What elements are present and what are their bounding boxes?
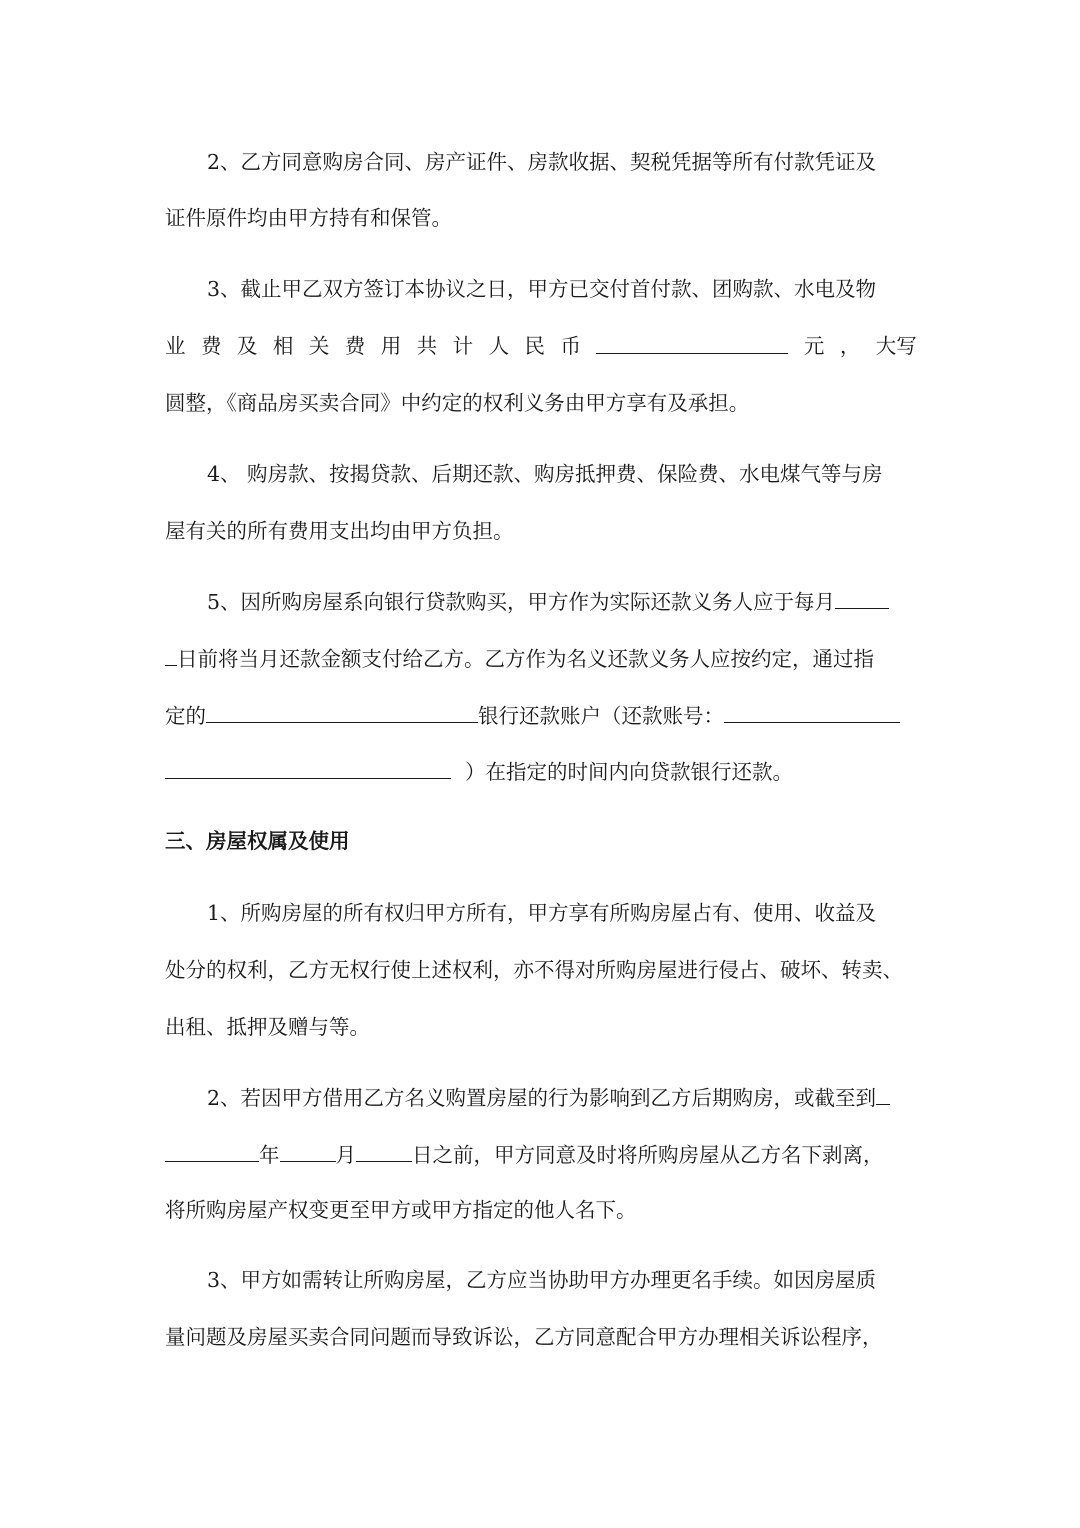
text-char: 费 [200, 334, 222, 358]
clause-4-line-1: 4、 购房款、按揭贷款、后期还款、购房抵押费、保险费、水电煤气等与房 [207, 462, 883, 486]
label-month: 月 [335, 1143, 356, 1167]
text-char: 及 [236, 334, 258, 358]
item-2-text: 2、若因甲方借用乙方名义购置房屋的行为影响到乙方后期购房，或截至到 [207, 1086, 877, 1110]
bank-name-blank[interactable] [206, 700, 478, 723]
text-char: 人 [488, 334, 510, 358]
label-year: 年 [259, 1143, 280, 1167]
clause-5-text: 日前将当月还款金额支付给乙方。乙方作为名义还款义务人应按约定，通过指 [177, 647, 874, 671]
text-char: 业 [165, 334, 186, 358]
text-char: 相 [272, 334, 294, 358]
text-char: 计 [452, 334, 474, 358]
section-3-item-3-line-1: 3、甲方如需转让所购房屋，乙方应当协助甲方办理更名手续。如因房屋质 [207, 1268, 877, 1292]
comma: ， [839, 334, 861, 358]
clause-3-line-2 [165, 331, 917, 361]
clause-5-line-3 [165, 700, 917, 730]
unit-yuan: 元 [803, 334, 825, 358]
deadline-blank[interactable] [876, 1082, 890, 1105]
text-char: 关 [308, 334, 330, 358]
section-3-item-1-line-3: 出租、抵押及赠与等。 [165, 1015, 370, 1039]
text-char: 币 [560, 334, 581, 358]
clause-5-text: 5、因所购房屋系向银行贷款购买，甲方作为实际还款义务人应于每月 [207, 590, 836, 614]
account-number-blank[interactable] [724, 700, 900, 723]
clause-4-line-2: 屋有关的所有费用支出均由甲方负担。 [165, 519, 514, 543]
amount-blank[interactable] [596, 331, 788, 361]
item-2-text: 日之前，甲方同意及时将所购房屋从乙方名下剥离， [412, 1143, 884, 1167]
clause-3-line-3: 圆整，《商品房买卖合同》中约定的权利义务由甲方享有及承担。 [165, 391, 750, 415]
clause-3-line-1: 3、截止甲乙双方签订本协议之日，甲方已交付首付款、团购款、水电及物 [207, 277, 877, 301]
section-3-item-3-line-2: 量问题及房屋买卖合同问题而导致诉讼，乙方同意配合甲方办理相关诉讼程序， [165, 1325, 883, 1349]
section-3-item-2-line-1 [207, 1082, 917, 1112]
account-number-blank-cont[interactable] [165, 756, 451, 779]
month-blank[interactable] [280, 1139, 336, 1162]
day-blank[interactable] [835, 586, 889, 609]
section-3-item-1-line-1: 1、所购房屋的所有权归甲方所有，甲方享有所购房屋占有、使用、收益及 [207, 901, 877, 925]
text-char: 用 [380, 334, 402, 358]
clause-5-line-4 [165, 756, 917, 786]
section-3-item-2-line-2 [165, 1139, 917, 1169]
clause-5-line-2 [165, 643, 917, 673]
clause-5-text: 银行还款账户（还款账号： [478, 704, 724, 728]
clause-5-text: ）在指定的时间内向贷款银行还款。 [465, 760, 793, 784]
label-daxie: 大写 [875, 334, 917, 358]
text-char: 费 [344, 334, 366, 358]
section-3-title: 三、房屋权属及使用 [165, 829, 350, 853]
clause-5-line-1 [207, 586, 917, 616]
text-char: 民 [524, 334, 546, 358]
section-3-item-2-line-3: 将所购房屋产权变更至甲方或甲方指定的他人名下。 [165, 1198, 637, 1222]
day-blank[interactable] [356, 1139, 412, 1162]
section-3-item-1-line-2: 处分的权利，乙方无权行使上述权利，亦不得对所购房屋进行侵占、破坏、转卖、 [165, 958, 903, 982]
clause-5-text: 定的 [165, 704, 206, 728]
text-char: 共 [416, 334, 438, 358]
day-blank-cont[interactable] [165, 643, 177, 666]
clause-2-line-2: 证件原件均由甲方持有和保管。 [165, 206, 452, 230]
clause-2-line-1: 2、乙方同意购房合同、房产证件、房款收据、契税凭据等所有付款凭证及 [207, 150, 877, 174]
year-blank[interactable] [165, 1139, 259, 1162]
